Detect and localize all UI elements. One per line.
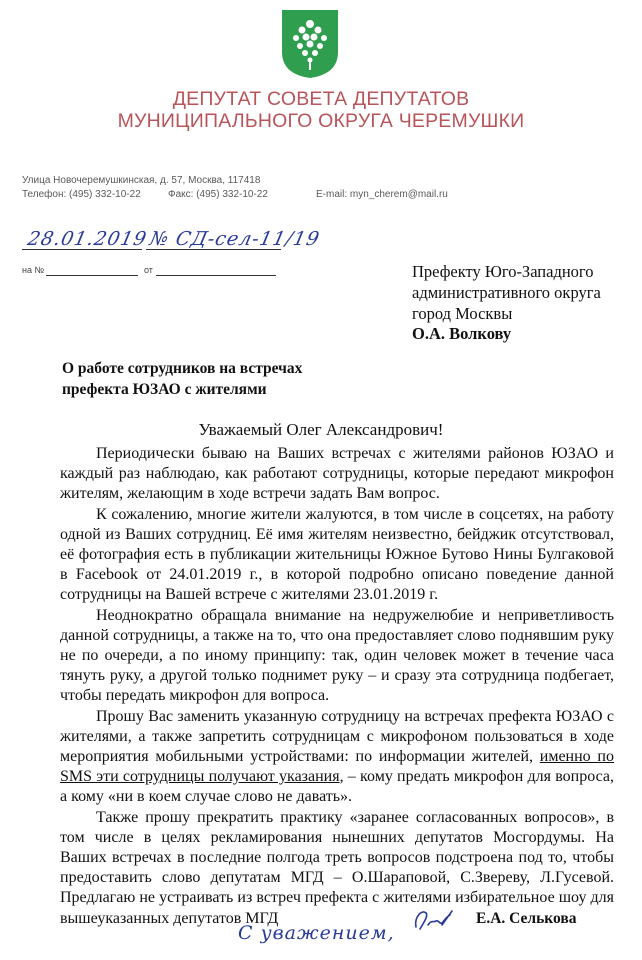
phone: Телефон: (495) 332-10-22 <box>22 189 141 200</box>
reference-date-label: от <box>144 265 153 275</box>
reference-number-line <box>46 275 138 276</box>
reference-number-label: на № <box>22 265 45 275</box>
body-paragraph-5: Также прошу прекратить практику «заранее согласованных вопросов», в том числе в целях рекламирования нынешних депутатов Мосгордумы. На Ваших встречах в последние полгода треть вопросов подстроена под то, чтобы предоставить слово депутатам МГД – О.Шараповой, С.Звереву, Л.Гусевой. Предлагаю не устраивать из встреч префекта с жителями избирательное шоу для вышеуказанных депутатов МГД <box>60 808 614 927</box>
registration-number-line <box>146 249 281 250</box>
subject-line1: О работе сотрудников на встречах <box>62 360 303 377</box>
registration-date-line <box>22 249 142 250</box>
org-title-line2: МУНИЦИПАЛЬНОГО ОКРУГА ЧЕРЕМУШКИ <box>117 110 525 132</box>
body-paragraph-3: Неоднократно обращала внимание на недружелюбие и неприветливость данной сотрудницы, а также на то, что она предоставляет слово поднявшим руку не по очереди, а по иному принципу: так, один человек может в течение часа тянуть руку, а другой только поднимет руку – и сразу эта сотрудница подбегает, чтобы передать микрофон для вопроса. <box>60 606 614 705</box>
coat-of-arms-icon <box>280 8 340 80</box>
letter-body <box>60 444 614 929</box>
recipient-line2: административного округа <box>412 283 601 302</box>
body-paragraph-1: Периодически бываю на Ваших встречах с жителями районов ЮЗАО и каждый раз наблюдаю, как работают сотрудницы, которые передают микрофон жителям, желающим в ходе встречи задать Вам вопрос. <box>60 445 614 503</box>
reference-date-line <box>156 275 276 276</box>
salutation: Уважаемый Олег Александрович! <box>198 420 444 439</box>
registration-number: № СД-сел-11/19 <box>147 228 322 250</box>
recipient-line3: город Москвы <box>412 304 513 323</box>
underlined-phrase: именно по SMS эти сотрудницы получают указания <box>60 748 614 786</box>
org-title-line1: ДЕПУТАТ СОВЕТА ДЕПУТАТОВ <box>172 88 470 110</box>
address: Улица Новочеремушкинская, д. 57, Москва, 117418 <box>22 175 261 186</box>
body-paragraph-4-end: , – кому предать микрофон для вопроса, а кому «ни в коем случае слово не давать». <box>60 768 615 806</box>
handwritten-signature-icon <box>412 905 456 935</box>
body-paragraph-4 <box>60 707 614 808</box>
email: E-mail: myn_cherem@mail.ru <box>316 189 448 200</box>
closing-handwritten: С уважением, <box>238 922 395 944</box>
fax: Факс: (495) 332-10-22 <box>168 189 268 200</box>
body-paragraph-2: К сожалению, многие жители жалуются, в том числе в соцсетях, на работу одной из Ваших сотрудниц. Её имя жителям неизвестно, бейджик отсутствовал, её фотография есть в публикации жительницы Южное Бутово Нины Булгаковой в Facebook от 24.01.2019 г., в которой подробно описано поведение данной сотрудницы на Вашей встрече с жителями 23.01.2019 г. <box>60 505 614 604</box>
recipient-name: О.А. Волкову <box>412 324 512 343</box>
signer-name: Е.А. Селькова <box>476 910 577 927</box>
body-paragraph-4-start: Прошу Вас заменить указанную сотрудницу на встречах префекта ЮЗАО с жителями, а также запретить сотрудницам с микрофоном пользоваться в ходе мероприятия мобильными устройствами: по информации жителей, <box>60 707 614 766</box>
subject-line2: префекта ЮЗАО с жителями <box>62 381 267 398</box>
registration-date: 28.01.2019 <box>25 228 150 250</box>
recipient-line1: Префекту Юго-Западного <box>412 262 594 281</box>
